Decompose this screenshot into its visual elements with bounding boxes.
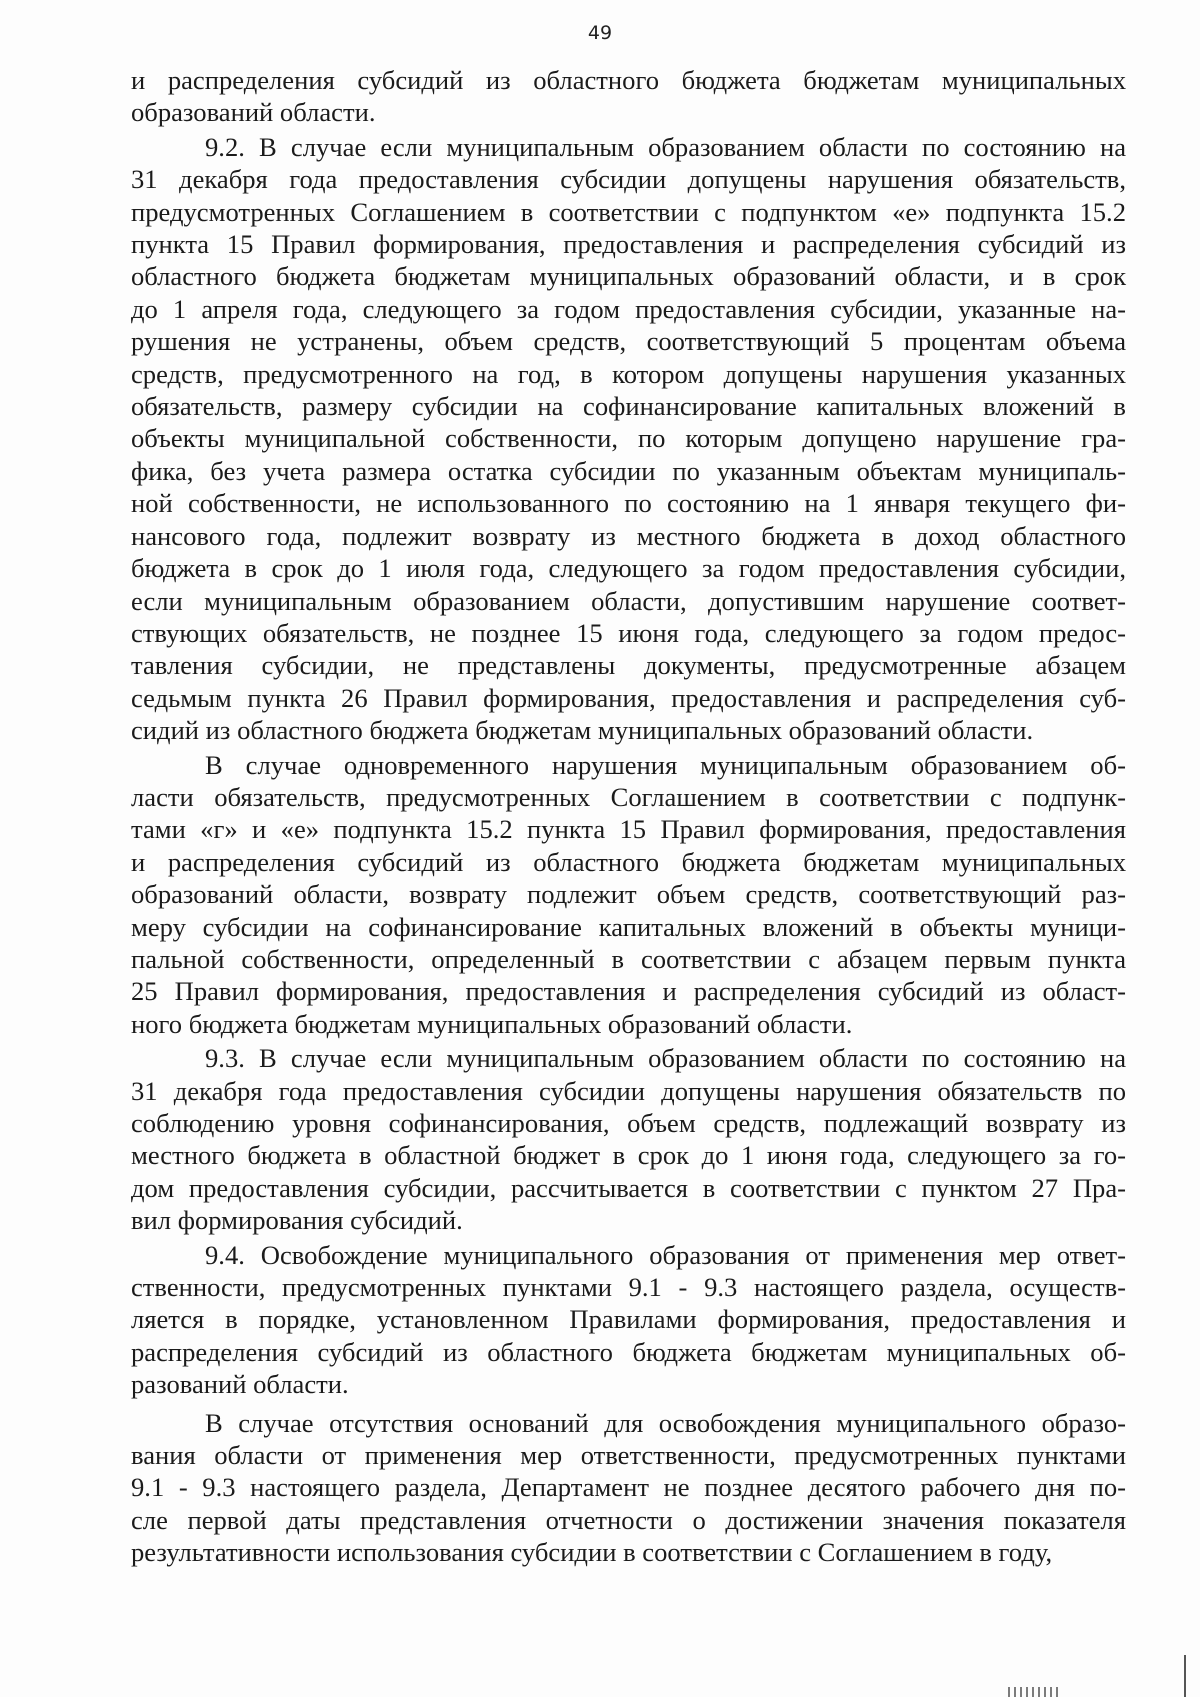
scan-edge-mark [1184,1655,1186,1697]
text-line: распределения субсидий из областного бюджета бюджетам муниципальных об- [131,1336,1126,1367]
document-body [131,64,1126,1569]
paragraph-no-grounds [131,1407,1126,1569]
text-line: соблюдению уровня софинансирования, объем средств, подлежащий возврату из [131,1108,1126,1138]
text-line: ляется в порядке, установленном Правилами формирования, предоставления и [131,1304,1126,1335]
text-line: 9.1 - 9.3 настоящего раздела, Департамент не позднее десятого рабочего дня по- [131,1472,1126,1503]
text-line: 31 декабря года предоставления субсидии допущены нарушения обязательств, [131,164,1126,195]
paragraph-9-3 [131,1042,1126,1236]
text-line: фика, без учета размера остатка субсидии по указанным объектам муниципаль- [131,455,1126,486]
text-line: ного бюджета бюджетам муниципальных образований области. [131,1008,853,1039]
text-line: 9.3. В случае если муниципальным образованием области по состоянию на [205,1043,1126,1074]
text-line: дом предоставления субсидии, рассчитывается в соответствии с пунктом 27 Пра- [131,1172,1126,1203]
text-line: разований области. [131,1369,349,1400]
text-line: тавления субсидии, не представлены документы, предусмотренные абзацем [131,650,1126,681]
text-line: предусмотренных Соглашением в соответствии с подпунктом «е» подпункта 15.2 [131,196,1126,227]
text-line: пункта 15 Правил формирования, предоставления и распределения субсидий из [131,229,1126,260]
text-line: ласти обязательств, предусмотренных Соглашением в соответствии с подпунк- [131,781,1126,812]
text-line: седьмым пункта 26 Правил формирования, предоставления и распределения суб- [131,682,1126,713]
text-line: 9.4. Освобождение муниципального образования от применения мер ответ- [205,1239,1126,1270]
text-line: и распределения субсидий из областного бюджета бюджетам муниципальных [131,65,1126,95]
text-line: ственности, предусмотренных пунктами 9.1 - 9.3 настоящего раздела, осуществ- [131,1272,1126,1303]
text-line: объекты муниципальной собственности, по которым допущено нарушение гра- [131,423,1126,454]
text-line: средств, предусмотренного на год, в котором допущены нарушения указанных [131,358,1126,389]
text-line: бюджета в срок до 1 июля года, следующего за годом предоставления субсидии, [131,553,1126,584]
text-line: результативности использования субсидии в соответствии с Соглашением в году, [131,1537,1053,1568]
text-line: сидий из областного бюджета бюджетам муниципальных образований области. [131,715,1034,746]
page-number: 49 [587,22,613,44]
text-line: 25 Правил формирования, предоставления и распределения субсидий из област- [131,976,1126,1007]
text-line: областного бюджета бюджетам муниципальных образований области, и в срок [131,261,1126,292]
paragraph-9-2-simultaneous [131,749,1126,1041]
text-line: 9.2. В случае если муниципальным образованием области по состоянию на [205,131,1126,162]
text-line: рушения не устранены, объем средств, соответствующий 5 процентам объема [131,326,1126,357]
paragraph-continuation [131,64,1126,129]
text-line: нансового года, подлежит возврату из местного бюджета в доход областного [131,520,1126,551]
text-line: ной собственности, не использованного по состоянию на 1 января текущего фи- [131,488,1126,519]
text-line: В случае отсутствия оснований для освобождения муниципального образо- [205,1407,1126,1438]
text-line: обязательств, размеру субсидии на софинансирование капитальных вложений в [131,391,1126,422]
text-line: и распределения субсидий из областного бюджета бюджетам муниципальных [131,846,1126,877]
text-line: В случае одновременного нарушения муниципальным образованием об- [205,749,1126,780]
text-line: образований области. [131,97,376,128]
text-line: меру субсидии на софинансирование капитальных вложений в объекты муници- [131,911,1126,942]
text-line: ствующих обязательств, не позднее 15 июня года, следующего за годом предос- [131,617,1126,648]
text-line: местного бюджета в областной бюджет в срок до 1 июня года, следующего за го- [131,1140,1126,1171]
text-line: сле первой даты представления отчетности о достижении значения показателя [131,1504,1126,1535]
text-line: если муниципальным образованием области, допустившим нарушение соответ- [131,585,1126,616]
text-line: вил формирования субсидий. [131,1205,463,1236]
text-line: тами «г» и «е» подпункта 15.2 пункта 15 Правил формирования, предоставления [131,814,1126,845]
text-line: вания области от применения мер ответственности, предусмотренных пунктами [131,1440,1126,1471]
text-line: до 1 апреля года, следующего за годом предоставления субсидии, указанные на- [131,293,1126,324]
text-line: образований области, возврату подлежит объем средств, соответствующий раз- [131,879,1126,910]
paragraph-9-2 [131,131,1126,747]
text-line: пальной собственности, определенный в соответствии с абзацем первым пункта [131,943,1126,974]
scan-footer-mark [1008,1687,1058,1697]
text-line: 31 декабря года предоставления субсидии допущены нарушения обязательств по [131,1075,1126,1106]
paragraph-9-4 [131,1239,1126,1401]
